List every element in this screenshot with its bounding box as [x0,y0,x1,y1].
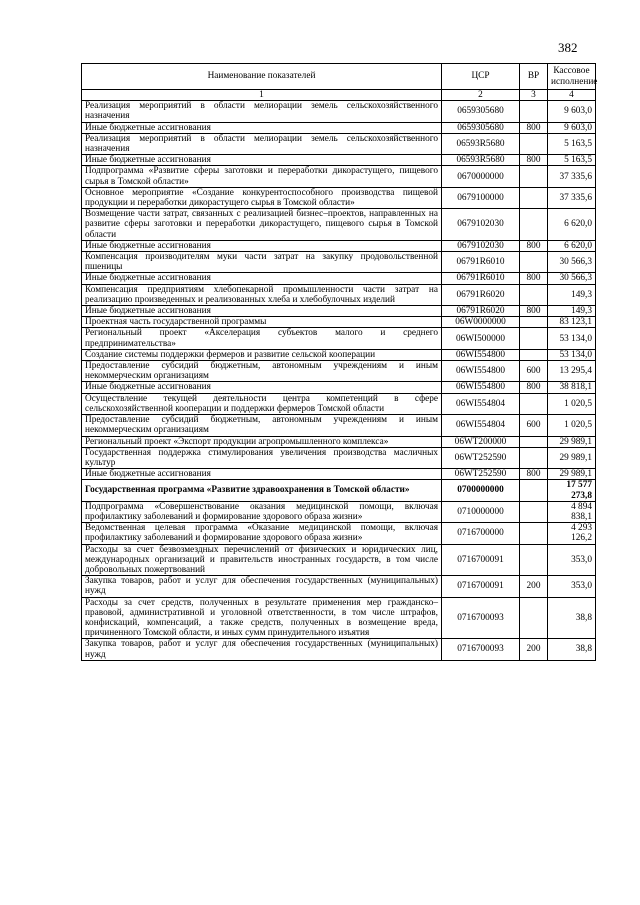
row-sum-cell: 53 134,0 [548,328,596,349]
page-number: 382 [558,40,578,55]
budget-table [81,63,596,661]
row-csr-cell: 06W0000000 [442,317,520,328]
row-sum-cell: 13 295,4 [548,361,596,382]
table-row [82,469,596,480]
row-csr-cell: 06WI554800 [442,349,520,360]
table-row [82,209,596,241]
row-name-cell: Иные бюджетные ассигнования [82,122,442,133]
row-vr-cell [520,436,548,447]
row-csr-cell: 06WI554800 [442,382,520,393]
row-sum-cell: 353,0 [548,544,596,576]
row-csr-cell: 0710000000 [442,501,520,522]
row-csr-cell: 06WI554800 [442,361,520,382]
row-csr-cell: 0716700091 [442,544,520,576]
row-vr-cell [520,284,548,305]
row-name-cell: Региональный проект «Акселерация субъектов малого и среднего предпринимательства» [82,328,442,349]
row-vr-cell [520,349,548,360]
row-name-cell: Иные бюджетные ассигнования [82,382,442,393]
row-sum-cell: 9 603,0 [548,101,596,122]
table-row [82,480,596,501]
row-csr-cell: 06791R6010 [442,252,520,273]
row-name-cell: Иные бюджетные ассигнования [82,273,442,284]
row-name-cell: Расходы за счет безвозмездных перечислений от физических и юридических лиц, международных организаций и правительств иностранных государств, в том числе добровольных пожертвований [82,544,442,576]
row-vr-cell: 800 [520,273,548,284]
row-sum-cell: 29 989,1 [548,447,596,468]
row-name-cell: Реализация мероприятий в области мелиорации земель сельскохозяйственного назначения [82,133,442,154]
row-sum-cell: 353,0 [548,576,596,597]
row-vr-cell: 800 [520,382,548,393]
row-sum-cell: 149,3 [548,284,596,305]
row-vr-cell: 800 [520,240,548,251]
row-sum-cell: 5 163,5 [548,155,596,166]
table-row [82,447,596,468]
row-vr-cell [520,317,548,328]
row-vr-cell [520,447,548,468]
table-row [82,415,596,436]
column-index: 3 [520,90,548,101]
row-vr-cell [520,101,548,122]
row-csr-cell: 06791R6010 [442,273,520,284]
row-sum-cell: 1 020,5 [548,415,596,436]
row-sum-cell: 37 335,6 [548,166,596,187]
row-vr-cell [520,544,548,576]
row-vr-cell [520,209,548,241]
row-sum-cell: 83 123,1 [548,317,596,328]
row-sum-cell: 6 620,0 [548,240,596,251]
table-row [82,639,596,660]
table-row [82,349,596,360]
row-csr-cell: 06593R5680 [442,133,520,154]
row-sum-cell: 38,8 [548,597,596,639]
row-sum-cell: 1 020,5 [548,393,596,414]
table-row [82,576,596,597]
row-csr-cell: 0716700091 [442,576,520,597]
table-row [82,393,596,414]
table-row [82,306,596,317]
row-csr-cell: 06WI554804 [442,415,520,436]
row-csr-cell: 0659305680 [442,122,520,133]
row-name-cell: Ведомственная целевая программа «Оказание медицинской помощи, включая профилактику заболеваний и формирование здорового образа жизни» [82,523,442,544]
row-csr-cell: 06791R6020 [442,306,520,317]
row-sum-cell: 17 577 273,8 [548,480,596,501]
row-name-cell: Закупка товаров, работ и услуг для обеспечения государственных (муниципальных) нужд [82,576,442,597]
header-name: Наименование показателей [82,64,442,90]
row-csr-cell: 06WI500000 [442,328,520,349]
table-row [82,240,596,251]
row-sum-cell: 4 293 126,2 [548,523,596,544]
table-row [82,317,596,328]
row-name-cell: Предоставление субсидий бюджетным, автономным учреждениям и иным некоммерческим организациям [82,415,442,436]
row-name-cell: Иные бюджетные ассигнования [82,155,442,166]
row-vr-cell: 200 [520,639,548,660]
header-cash-execution: Кассовое исполнение [548,64,596,90]
table-row [82,284,596,305]
row-name-cell: Компенсация предприятиям хлебопекарной промышленности части затрат на реализацию произведенных и реализованных хлеба и хлебобулочных изделий [82,284,442,305]
row-vr-cell [520,501,548,522]
row-sum-cell: 6 620,0 [548,209,596,241]
row-vr-cell [520,187,548,208]
row-csr-cell: 0700000000 [442,480,520,501]
row-vr-cell: 800 [520,306,548,317]
table-row [82,523,596,544]
row-sum-cell: 30 566,3 [548,273,596,284]
row-csr-cell: 0679102030 [442,240,520,251]
row-vr-cell [520,597,548,639]
row-csr-cell: 0679102030 [442,209,520,241]
row-name-cell: Возмещение части затрат, связанных с реализацией бизнес–проектов, направленных на развитие сферы заготовки и переработки дикорастущего, пищевого сырья в Томской области [82,209,442,241]
row-name-cell: Региональный проект «Экспорт продукции агропромышленного комплекса» [82,436,442,447]
row-sum-cell: 38 818,1 [548,382,596,393]
row-csr-cell: 06WT252590 [442,469,520,480]
row-vr-cell: 600 [520,415,548,436]
row-vr-cell: 800 [520,155,548,166]
row-csr-cell: 06593R5680 [442,155,520,166]
row-sum-cell: 29 989,1 [548,469,596,480]
row-name-cell: Проектная часть государственной программы [82,317,442,328]
row-vr-cell [520,133,548,154]
row-vr-cell [520,328,548,349]
row-vr-cell [520,166,548,187]
row-sum-cell: 4 894 838,1 [548,501,596,522]
table-row [82,155,596,166]
row-csr-cell: 0716700093 [442,639,520,660]
row-csr-cell: 06WT252590 [442,447,520,468]
row-csr-cell: 06791R6020 [442,284,520,305]
table-row [82,273,596,284]
table-row [82,361,596,382]
table-row [82,501,596,522]
row-vr-cell [520,252,548,273]
row-sum-cell: 9 603,0 [548,122,596,133]
row-name-cell: Иные бюджетные ассигнования [82,240,442,251]
row-name-cell: Основное мероприятие «Создание конкурентоспособного производства пищевой продукции и переработки дикорастущего сырья в Томской области» [82,187,442,208]
row-sum-cell: 149,3 [548,306,596,317]
row-name-cell: Закупка товаров, работ и услуг для обеспечения государственных (муниципальных) нужд [82,639,442,660]
row-vr-cell: 800 [520,469,548,480]
row-name-cell: Государственная поддержка стимулирования увеличения производства масличных культур [82,447,442,468]
row-vr-cell [520,393,548,414]
column-index: 2 [442,90,520,101]
row-vr-cell: 600 [520,361,548,382]
row-sum-cell: 30 566,3 [548,252,596,273]
row-sum-cell: 37 335,6 [548,187,596,208]
row-name-cell: Предоставление субсидий бюджетным, автономным учреждениям и иным некоммерческим организациям [82,361,442,382]
table-row [82,166,596,187]
table-row [82,436,596,447]
row-csr-cell: 06WI554804 [442,393,520,414]
table-row [82,101,596,122]
row-name-cell: Подпрограмма «Развитие сферы заготовки и переработки дикорастущего, пищевого сырья в Томской области» [82,166,442,187]
table-row [82,382,596,393]
table-row [82,544,596,576]
column-index: 1 [82,90,442,101]
row-name-cell: Подпрограмма «Совершенствование оказания медицинской помощи, включая профилактику заболеваний и формирование здорового образа жизни» [82,501,442,522]
row-name-cell: Иные бюджетные ассигнования [82,306,442,317]
column-index: 4 [548,90,596,101]
row-name-cell: Осуществление текущей деятельности центра компетенций в сфере сельскохозяйственной кооперации и поддержки фермеров Томской области [82,393,442,414]
row-sum-cell: 5 163,5 [548,133,596,154]
row-csr-cell: 0679100000 [442,187,520,208]
row-csr-cell: 0716700000 [442,523,520,544]
row-name-cell: Реализация мероприятий в области мелиорации земель сельскохозяйственного назначения [82,101,442,122]
header-csr: ЦСР [442,64,520,90]
row-name-cell: Государственная программа «Развитие здравоохранения в Томской области» [82,480,442,501]
row-vr-cell: 200 [520,576,548,597]
row-sum-cell: 53 134,0 [548,349,596,360]
header-vr: ВР [520,64,548,90]
table-row [82,252,596,273]
row-vr-cell [520,480,548,501]
table-row [82,597,596,639]
row-sum-cell: 38,8 [548,639,596,660]
table-row [82,328,596,349]
row-name-cell: Расходы за счет средств, полученных в результате применения мер гражданско–правовой, административной и уголовной ответственности, в том числе штрафов, конфискаций, компенсаций, а также средств, полученных в возмещение вреда, причиненного Томской области, и иных сумм принудительного изъятия [82,597,442,639]
row-csr-cell: 06WT200000 [442,436,520,447]
row-csr-cell: 0670000000 [442,166,520,187]
table-body [82,101,596,661]
row-sum-cell: 29 989,1 [548,436,596,447]
row-name-cell: Компенсация производителям муки части затрат на закупку продовольственной пшеницы [82,252,442,273]
table-row [82,122,596,133]
row-vr-cell: 800 [520,122,548,133]
row-csr-cell: 0659305680 [442,101,520,122]
row-csr-cell: 0716700093 [442,597,520,639]
table-row [82,187,596,208]
table-row [82,133,596,154]
row-vr-cell [520,523,548,544]
column-index-row [82,90,596,101]
row-name-cell: Создание системы поддержки фермеров и развитие сельской кооперации [82,349,442,360]
row-name-cell: Иные бюджетные ассигнования [82,469,442,480]
